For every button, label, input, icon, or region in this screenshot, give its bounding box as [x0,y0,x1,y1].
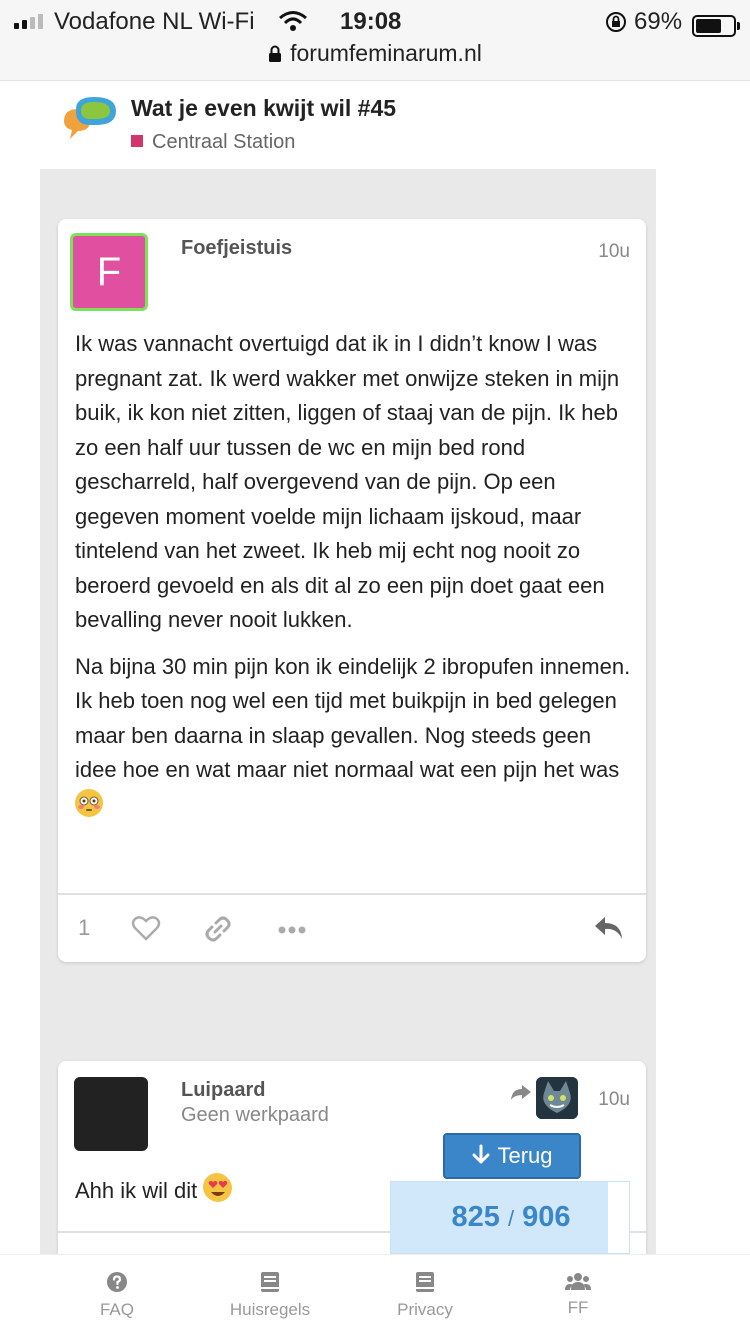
padlock-icon [268,42,282,69]
battery-percent: 69% [634,8,683,35]
category-color-square [131,135,143,147]
link-icon[interactable] [203,914,233,949]
arrow-down-icon [471,1144,491,1166]
footer-label: FAQ [99,1300,134,1319]
post-paragraph [75,650,635,823]
post-time[interactable]: 10u [598,1089,630,1110]
question-circle-icon [57,1271,177,1298]
progress-separator: / [507,1206,515,1231]
post-username[interactable]: Luipaard [181,1079,266,1101]
post-time[interactable]: 10u [598,241,630,262]
post-stream [40,169,656,1254]
avatar[interactable]: F [70,233,148,311]
url-text: forumfeminarum.nl [290,40,482,66]
footer-nav [0,1254,750,1335]
status-bar [0,0,750,81]
footer-label: Privacy [397,1300,453,1319]
site-logo[interactable] [60,97,120,154]
topic-header [0,81,750,169]
post [58,219,646,962]
category-badge[interactable] [131,131,295,154]
topic-progress[interactable] [390,1181,630,1254]
progress-total: 906 [522,1201,571,1233]
post-text: Ahh ik wil dit [75,1178,198,1203]
reply-to-icon[interactable] [510,1083,532,1106]
reply-icon[interactable] [593,914,625,947]
back-button[interactable] [443,1133,581,1179]
signal-icon [14,14,43,29]
post-actions [58,895,646,961]
topic-title[interactable]: Wat je even kwijt wil #45 [131,95,397,121]
book-icon [210,1271,330,1298]
category-name: Centraal Station [152,131,296,153]
footer-huisregels[interactable] [210,1271,330,1320]
wifi-icon [278,10,308,39]
post-paragraph: Ik was vannacht overtuigd dat ik in I didn’t know I was pregnant zat. Ik werd wakker met onwijze steken in mijn buik, ik kon niet zitten, liggen of staaj van de pijn. Ik heb zo een half uur tussen de wc en mijn bed rond gescharreld, half overgevend van de pijn. Op een gegeven moment voelde mijn lichaam ijskoud, maar tintelend van het zweet. Ik heb mij echt nog nooit zo beroerd gevoeld en als dit al zo een pijn doet gaat een bevalling never nooit lukken. [75,331,620,632]
footer-faq[interactable] [57,1271,177,1320]
footer-label: FF [567,1298,589,1317]
post-body [75,1173,231,1204]
carrier-name: Vodafone NL Wi-Fi [54,8,255,35]
reply-to-avatar[interactable] [536,1077,578,1119]
footer-label: Huisregels [229,1300,311,1319]
users-icon [518,1271,638,1296]
footer-ff[interactable] [518,1271,638,1318]
back-button-label: Terug [497,1143,553,1168]
post-paragraph-text: Na bijna 30 min pijn kon ik eindelijk 2 ibropufen innemen. Ik heb toen nog wel een tijd met buikpijn in bed gelegen maar ben daarna in slaap gevallen. Nog steeds geen idee hoe en wat maar niet normaal wat een pijn het was [75,653,631,782]
progress-text [391,1182,631,1254]
flushed-face-emoji [75,789,103,817]
user-title: Geen werkpaard [181,1104,329,1126]
avatar[interactable] [74,1077,148,1151]
heart-icon[interactable] [131,914,161,947]
clock: 19:08 [340,8,402,35]
post-username[interactable]: Foefjeistuis [181,237,293,259]
like-count[interactable]: 1 [78,915,91,940]
book-icon [365,1271,485,1298]
address-bar[interactable] [0,40,750,69]
battery-icon [692,15,736,37]
heart-eyes-emoji [203,1173,231,1201]
progress-current: 825 [451,1201,500,1233]
footer-privacy[interactable] [365,1271,485,1320]
post-body [75,327,635,834]
more-options-icon[interactable] [277,922,307,940]
rotation-lock-icon [604,10,628,41]
